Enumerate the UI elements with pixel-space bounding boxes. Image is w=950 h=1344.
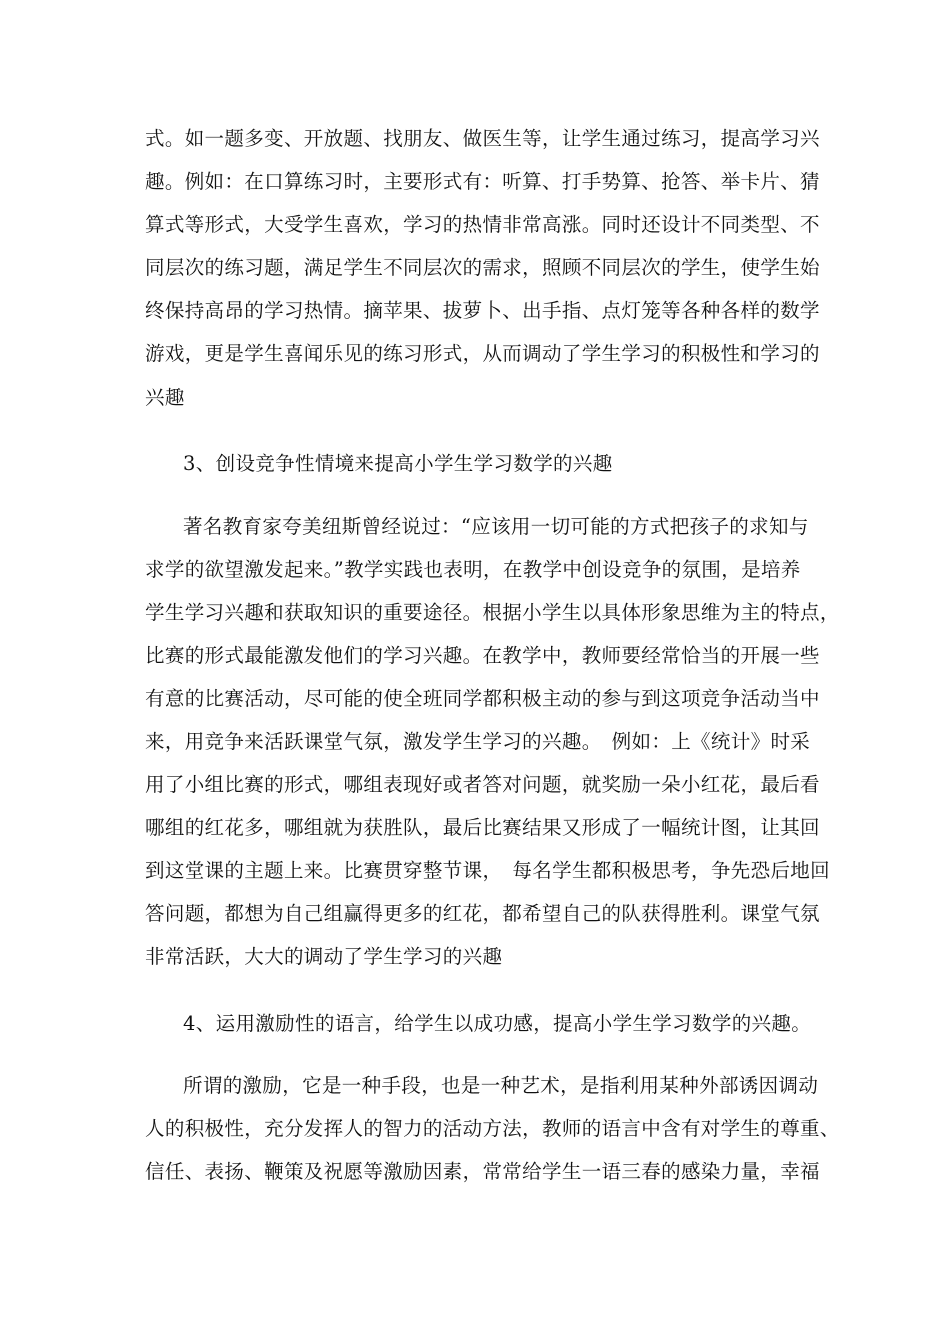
paragraph-line: 到这堂课的主题上来。比赛贯穿整节课， 每名学生都积极思考，争先恐后地回 bbox=[145, 859, 831, 882]
paragraph-line: 著名教育家夸美纽斯曾经说过：“应该用一切可能的方式把孩子的求知与 bbox=[183, 515, 809, 538]
paragraph-line: 求学的欲望激发起来。”教学实践也表明，在教学中创设竞争的氛围，是培养 bbox=[145, 558, 801, 581]
paragraph-line: 来，用竞争来活跃课堂气氛，激发学生学习的兴趣。 例如：上《统计》时采 bbox=[145, 730, 811, 753]
paragraph-line: 人的积极性，充分发挥人的智力的活动方法，教师的语言中含有对学生的尊重、 bbox=[145, 1117, 840, 1140]
paragraph-line: 信任、表扬、鞭策及祝愿等激励因素，常常给学生一语三春的感染力量，幸福 bbox=[145, 1160, 820, 1183]
paragraph-line: 式。如一题多变、开放题、找朋友、做医生等，让学生通过练习，提高学习兴 bbox=[145, 127, 820, 150]
paragraph-line: 答问题，都想为自己组赢得更多的红花，都希望自己的队获得胜利。课堂气氛 bbox=[145, 902, 820, 925]
section-heading-3: 3、创设竞争性情境来提高小学生学习数学的兴趣 bbox=[183, 452, 613, 475]
section-heading-4: 4、运用激励性的语言，给学生以成功感，提高小学生学习数学的兴趣。 bbox=[183, 1012, 812, 1035]
paragraph-line: 哪组的红花多，哪组就为获胜队，最后比赛结果又形成了一幅统计图，让其回 bbox=[145, 816, 820, 839]
paragraph-line: 兴趣 bbox=[145, 386, 185, 409]
paragraph-line: 算式等形式，大受学生喜欢，学习的热情非常高涨。同时还设计不同类型、不 bbox=[145, 213, 820, 236]
paragraph-line: 趣。例如：在口算练习时，主要形式有：听算、打手势算、抢答、举卡片、猜 bbox=[145, 170, 820, 193]
paragraph-line: 所谓的激励，它是一种手段，也是一种艺术，是指利用某种外部诱因调动 bbox=[183, 1074, 819, 1097]
paragraph-line: 同层次的练习题，满足学生不同层次的需求，照顾不同层次的学生，使学生始 bbox=[145, 256, 820, 279]
paragraph-line: 终保持高昂的学习热情。摘苹果、拔萝卜、出手指、点灯笼等各种各样的数学 bbox=[145, 299, 820, 322]
paragraph-line: 游戏，更是学生喜闻乐见的练习形式，从而调动了学生学习的积极性和学习的 bbox=[145, 342, 820, 365]
paragraph-line: 比赛的形式最能激发他们的学习兴趣。在教学中，教师要经常恰当的开展一些 bbox=[145, 644, 820, 667]
paragraph-line: 用了小组比赛的形式，哪组表现好或者答对问题，就奖励一朵小红花，最后看 bbox=[145, 773, 820, 796]
paragraph-line: 学生学习兴趣和获取知识的重要途径。根据小学生以具体形象思维为主的特点， bbox=[145, 601, 840, 624]
paragraph-line: 有意的比赛活动，尽可能的使全班同学都积极主动的参与到这项竞争活动当中 bbox=[145, 687, 820, 710]
paragraph-line: 非常活跃，大大的调动了学生学习的兴趣 bbox=[145, 945, 503, 968]
